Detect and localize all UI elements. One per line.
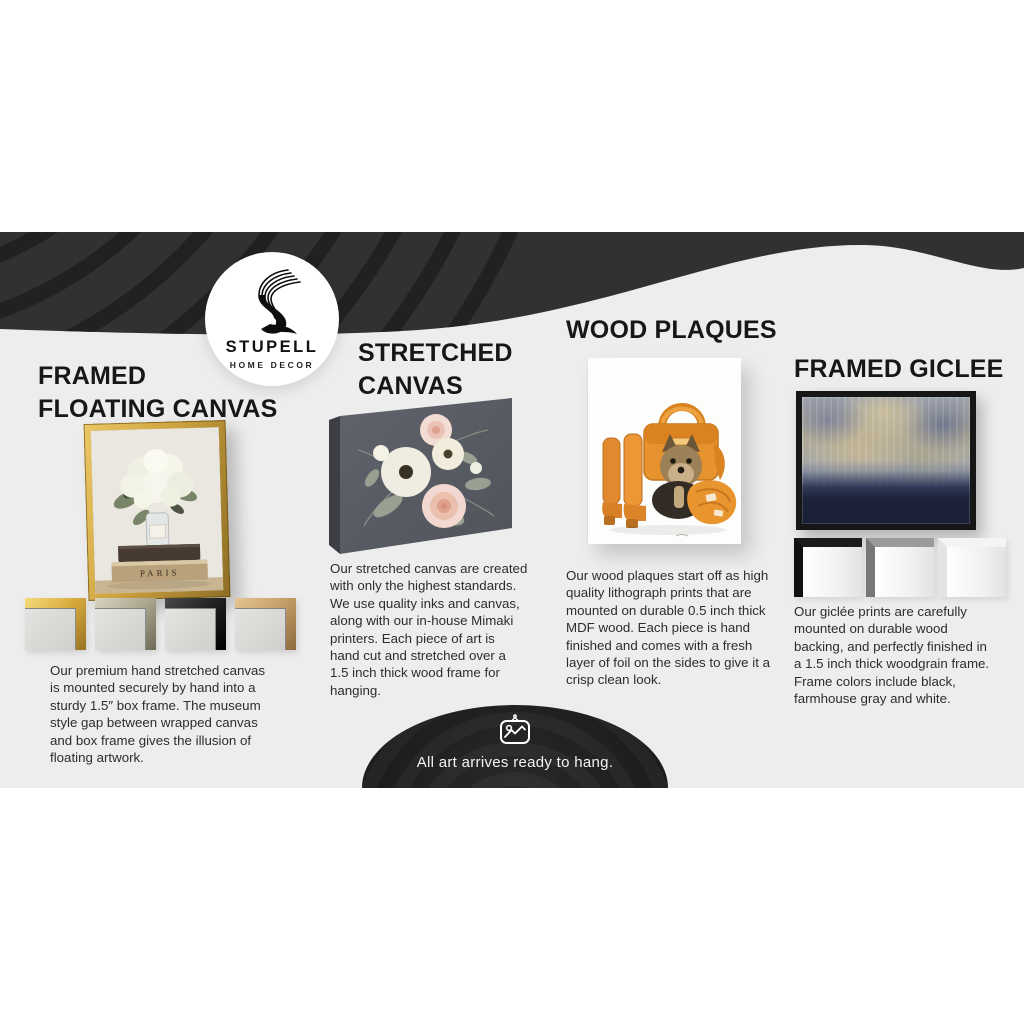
hydrangea-artwork: [91, 427, 224, 594]
stretched-canvas-product-image: [326, 388, 526, 568]
frame-swatch-black: [165, 598, 226, 650]
floating-canvas-description: Our premium hand stretched canvas is mounted securely by hand into a sturdy 1.5″ box frame. The museum style gap between wrapped canvas and box frame gives the illusion of floating artwork.: [50, 663, 266, 766]
frame-swatch-white: [938, 538, 1006, 597]
wood-plaque-product-image: [588, 358, 741, 544]
floating-canvas-product-image: [84, 420, 231, 601]
s-swoosh-icon: [242, 266, 302, 336]
frame-swatch-champagne: [95, 598, 156, 650]
frame-swatch-black: [794, 538, 862, 597]
floating-frame-finish-swatches: [25, 598, 296, 650]
frame-swatch-farmhouse-gray: [866, 538, 934, 597]
ready-to-hang-message: All art arrives ready to hang.: [416, 754, 614, 771]
framed-giclee-product-image: [796, 391, 976, 530]
wood-plaques-description: Our wood plaques start off as high quality lithograph prints that are mounted on durable 0.5 inch thick MDF wood. Each piece is hand finished and comes with a fresh layer of foil on the sides to give it a crisp clean look.: [566, 568, 770, 688]
abstract-artwork: [802, 397, 970, 524]
section-title-wood-plaques: WOOD PLAQUES: [566, 316, 777, 344]
content-band: [0, 232, 1024, 788]
ready-to-hang-banner: [362, 705, 668, 788]
section-title-framed-floating-canvas: FRAMED FLOATING CANVAS: [38, 362, 278, 423]
framed-giclee-description: Our giclée prints are carefully mounted on durable wood backing, and perfectly finished in a 1.5 inch thick woodgrain frame. Frame colors include black, farmhouse gray and white.: [794, 604, 990, 707]
yorkie-artwork: [588, 358, 741, 544]
section-title-framed-giclee: FRAMED GICLEE: [794, 355, 1004, 383]
giclee-frame-finish-swatches: [794, 538, 1006, 597]
frame-swatch-gold: [25, 598, 86, 650]
brand-name: STUPELL: [225, 338, 319, 356]
framed-picture-icon: [496, 714, 534, 748]
stretched-canvas-description: Our stretched canvas are created with only the highest standards. We use quality inks and canvas, along with our in-house Mimaki printers. Each piece of art is hand cut and stretched over a 1.5 inch thick wood frame for hanging.: [330, 561, 528, 698]
frame-swatch-bronze: [235, 598, 296, 650]
brand-logo: [205, 252, 339, 386]
svg-text:PARIS: PARIS: [139, 567, 180, 579]
top-wave-decoration: [0, 232, 1024, 352]
brand-tagline: HOME DECOR: [229, 360, 315, 370]
section-title-stretched-canvas: STRETCHED CANVAS: [358, 339, 513, 400]
